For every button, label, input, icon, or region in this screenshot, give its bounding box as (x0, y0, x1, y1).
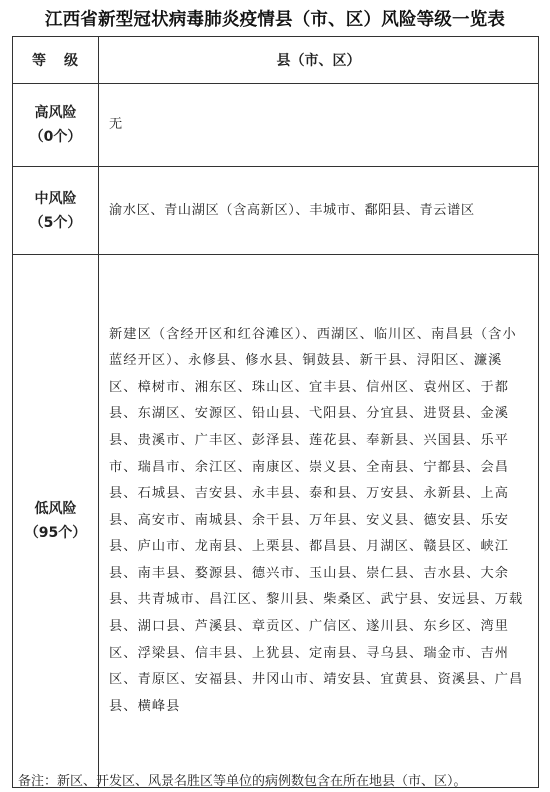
risk-level-table (12, 36, 539, 788)
table-row-high-risk (13, 84, 539, 167)
level-cell-high (13, 84, 99, 167)
counties-cell-low: 新建区（含经开区和红谷滩区）、西湖区、临川区、南昌县（含小蓝经开区）、永修县、修水县、铜鼓县、新干县、浔阳区、濂溪区、樟树市、湘东区、珠山区、宜丰县、信州区、袁州区、于都县、东湖区、安源区、铅山县、弋阳县、分宜县、进贤县、金溪县、贵溪市、广丰区、彭泽县、莲花县、奉新县、兴国县、乐平市、瑞昌市、余江区、南康区、崇义县、全南县、宁都县、会昌县、石城县、吉安县、永丰县、泰和县、万安县、永新县、上高县、高安市、南城县、余干县、万年县、安义县、德安县、乐安县、庐山市、龙南县、上栗县、都昌县、月湖区、赣县区、峡江县、南丰县、婺源县、德兴市、玉山县、崇仁县、吉水县、大余县、共青城市、昌江区、黎川县、柴桑区、武宁县、安远县、万载县、湖口县、芦溪县、章贡区、广信区、遂川县、东乡区、湾里区、浮梁县、信丰县、上犹县、定南县、寻乌县、瑞金市、吉州区、青原区、安福县、井冈山市、靖安县、宜黄县、资溪县、广昌县、横峰县 (99, 255, 539, 788)
page-title: 江西省新型冠状病毒肺炎疫情县（市、区）风险等级一览表 (44, 10, 506, 30)
level-cell-medium (13, 167, 99, 255)
level-label-low: 低风险 (34, 501, 77, 517)
level-cell-low (13, 255, 99, 788)
header-level: 等级 (13, 37, 99, 84)
level-count-medium: （5个） (29, 214, 82, 231)
level-label-medium: 中风险 (34, 190, 77, 207)
table-row-medium-risk (13, 167, 539, 255)
counties-cell-medium: 渝水区、青山湖区（含高新区）、丰城市、鄱阳县、青云谱区 (99, 167, 539, 255)
table-row-low-risk (13, 255, 539, 788)
table-header-row (13, 37, 539, 84)
header-counties: 县（市、区） (99, 37, 539, 84)
counties-cell-high: 无 (99, 84, 539, 167)
level-count-high: （0个） (29, 129, 82, 145)
level-count-low: （95个） (24, 525, 87, 541)
footnote: 备注：新区、开发区、风景名胜区等单位的病例数包含在所在地县（市、区）。 (18, 774, 467, 789)
level-label-high: 高风险 (34, 105, 77, 121)
